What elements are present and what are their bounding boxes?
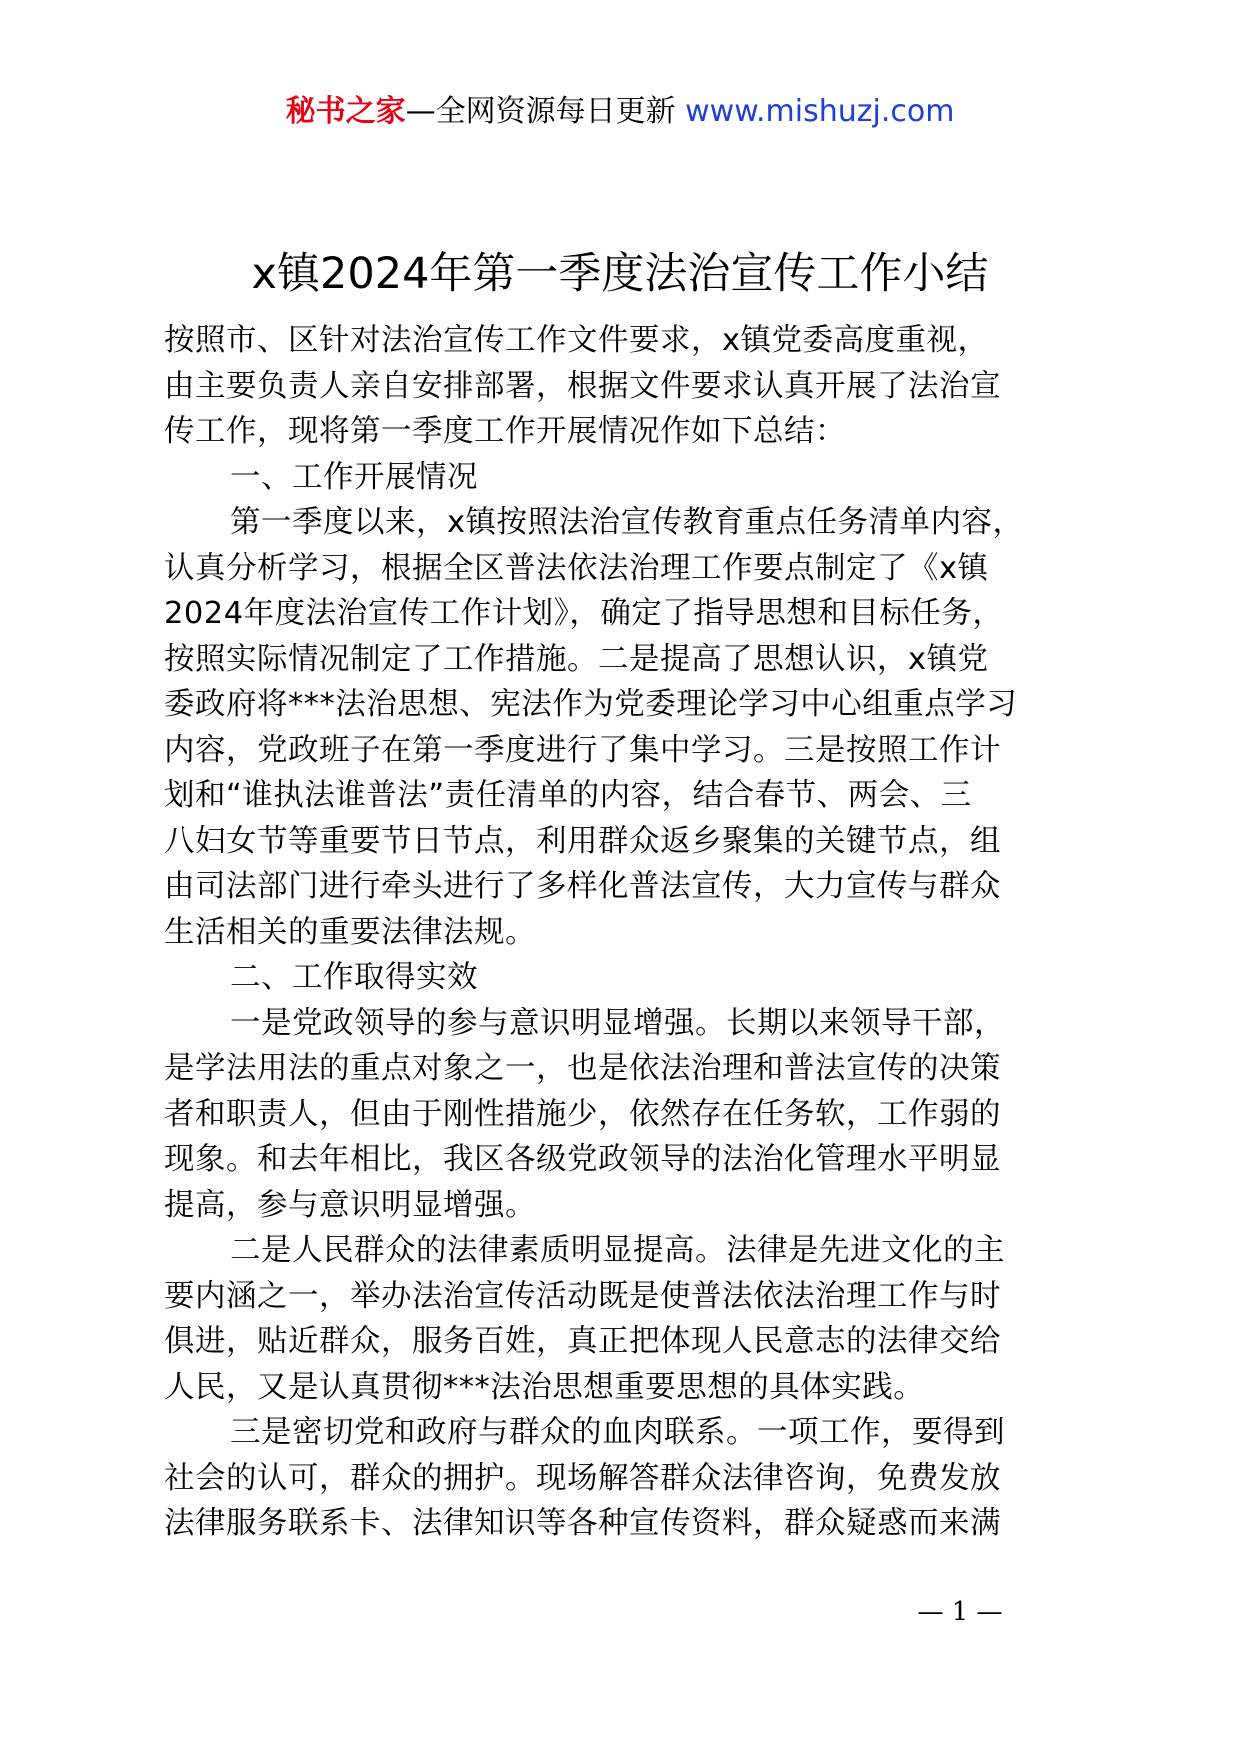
paragraph-line: 二是人民群众的法律素质明显提高。法律是先进文化的主 — [230, 1233, 1005, 1268]
paragraph-line: 由主要负责人亲自安排部署，根据文件要求认真开展了法治宣 — [164, 368, 1001, 404]
paragraph-line: 2024年度法治宣传工作计划》，确定了指导思想和目标任务， — [164, 596, 1004, 631]
paragraph-line: 按照实际情况制定了工作措施。二是提高了思想认识，x镇党 — [164, 641, 989, 677]
paragraph-line: 一是党政领导的参与意识明显增强。长期以来领导干部， — [230, 1005, 1005, 1041]
header-tagline: —全网资源每日更新 — [405, 94, 676, 129]
section-heading: 一、工作开展情况 — [230, 459, 478, 495]
paragraph-line: 要内涵之一，举办法治宣传活动既是使普法依法治理工作与时 — [164, 1278, 1001, 1314]
site-url[interactable]: www.mishuzj.com — [685, 94, 955, 129]
paragraph-line: 人民，又是认真贯彻***法治思想重要思想的具体实践。 — [164, 1369, 925, 1405]
paragraph-line: 第一季度以来，x镇按照法治宣传教育重点任务清单内容， — [230, 505, 1024, 540]
paragraph-line: 八妇女节等重要节日节点，利用群众返乡聚集的关键节点，组 — [164, 823, 1001, 859]
paragraph-line: 俱进，贴近群众，服务百姓，真正把体现人民意志的法律交给 — [164, 1324, 1001, 1359]
document-title: x镇2024年第一季度法治宣传工作小结 — [251, 249, 989, 299]
paragraph-line: 三是密切党和政府与群众的血肉联系。一项工作，要得到 — [230, 1415, 1005, 1450]
section-heading: 二、工作取得实效 — [230, 960, 478, 995]
brand-name: 秘书之家 — [285, 94, 406, 129]
paragraph-line: 者和职责人，但由于刚性措施少，依然存在任务软，工作弱的 — [164, 1096, 1001, 1132]
paragraph-line: 划和“谁执法谁普法”责任清单的内容，结合春节、两会、三 — [164, 778, 972, 813]
paragraph-line: 按照市、区针对法治宣传工作文件要求，x镇党委高度重视， — [164, 323, 989, 358]
paragraph-line: 法律服务联系卡、法律知识等各种宣传资料，群众疑惑而来满 — [164, 1506, 1001, 1541]
paragraph-line: 传工作，现将第一季度工作开展情况作如下总结： — [164, 414, 846, 449]
paragraph-line: 内容，党政班子在第一季度进行了集中学习。三是按照工作计 — [164, 732, 1001, 768]
paragraph-line: 由司法部门进行牵头进行了多样化普法宣传，大力宣传与群众 — [164, 869, 1001, 904]
site-header — [0, 92, 1240, 132]
paragraph-line: 生活相关的重要法律法规。 — [164, 914, 536, 950]
paragraph-line: 社会的认可，群众的拥护。现场解答群众法律咨询，免费发放 — [164, 1460, 1001, 1496]
paragraph-line: 现象。和去年相比，我区各级党政领导的法治化管理水平明显 — [164, 1142, 1001, 1177]
paragraph-line: 认真分析学习，根据全区普法依法治理工作要点制定了《x镇 — [164, 550, 989, 586]
paragraph-line: 委政府将***法治思想、宪法作为党委理论学习中心组重点学习 — [164, 687, 1018, 722]
paragraph-line: 提高，参与意识明显增强。 — [164, 1187, 536, 1223]
page-number: — 1 — — [917, 1597, 1003, 1627]
paragraph-line: 是学法用法的重点对象之一，也是依法治理和普法宣传的决策 — [164, 1051, 1001, 1086]
document-body — [164, 318, 1109, 1547]
